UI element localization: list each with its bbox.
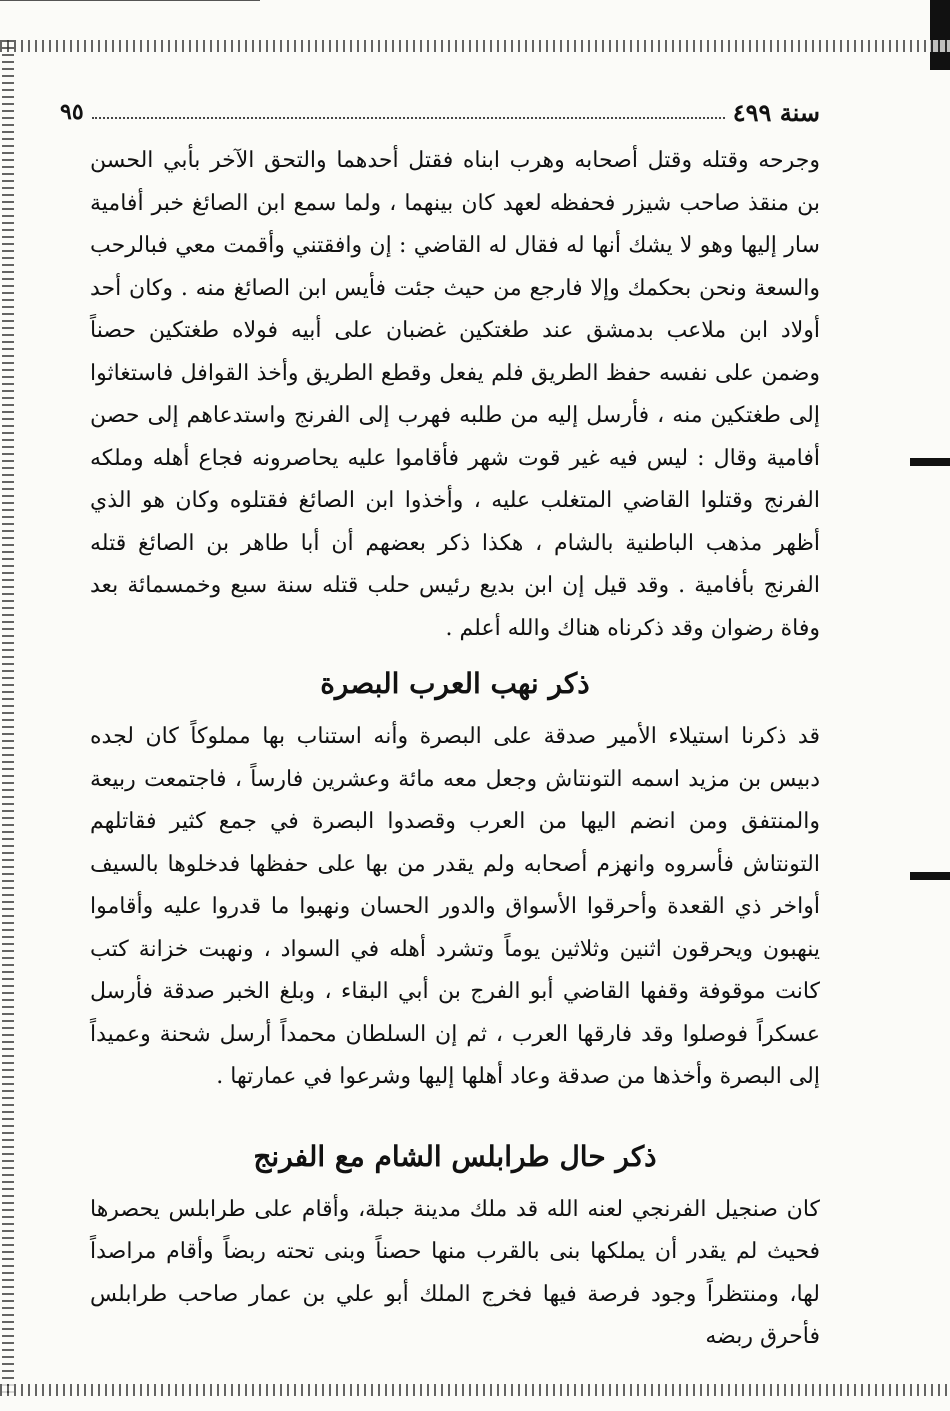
- page-edge-mark: [930, 0, 950, 70]
- page-header: [60, 96, 820, 128]
- leader-dots: [92, 103, 725, 119]
- running-head: سنة ٤٩٩: [732, 97, 820, 127]
- top-edge-line: [0, 0, 260, 1]
- decorative-border-left: [2, 40, 14, 1396]
- decorative-border-bottom: [0, 1384, 950, 1396]
- section-heading: ذكر نهب العرب البصرة: [320, 667, 590, 700]
- paragraph: قد ذكرنا استيلاء الأمير صدقة على البصرة وأنه استناب بها مملوكاً كان لجده دبيس بن مزيد اسمه التونتاش وجعل معه مائة وعشرين فارساً ، فاجتمعت ربيعة والمنتفق ومن انضم اليها من العرب وقصدوا البصرة في جمع كثير فقاتلهم التونتاش فأسروه وانهزم أصحابه ولم يقدر من بها على حفظها فدخلوها بالسيف أواخر ذي القعدة وأحرقوا الأسواق والدور الحسان ونهبوا ما قدروا عليه وأقاموا ينهبون ويحرقون اثنين وثلاثين يوماً وتشرد أهله في السواد ، ونهبت خزانة كتب كانت موقوفة وقفها القاضي أبو الفرج بن أبي البقاء ، وبلغ الخبر صدقة فأرسل عسكراً فوصلوا وقد فارقها العرب ، ثم إن السلطان محمداً أرسل شحنة وعميداً إلى البصرة وأخذها من صدقة وعاد أهلها إليها وشرعوا في عمارتها .: [90, 724, 821, 1089]
- section-heading: ذكر حال طرابلس الشام مع الفرنج: [253, 1139, 657, 1173]
- decorative-border-top: [0, 40, 950, 52]
- page-number: ٩٥: [60, 99, 84, 125]
- margin-tick-mark: [910, 458, 950, 466]
- paragraph: كان صنجيل الفرنجي لعنه الله قد ملك مدينة جبلة، وأقام على طرابلس يحصرها فحيث لم يقدر أن يملكها بنى بالقرب منها حصناً وبنى تحته ربضاً وأقام مراصداً لها، ومنتظراً وجود فرصة فيها فخرج الملك أبو علي بن عمار صاحب طرابلس فأحرق ربضه: [90, 1196, 820, 1349]
- page-body: [90, 140, 820, 1359]
- paragraph: وجرحه وقتله وقتل أصحابه وهرب ابناه فقتل أحدهما والتحق الآخر بأبي الحسن بن منقذ صاحب شيزر فحفظه لعهد كان بينهما ، ولما سمع ابن الصائغ خبر أفامية سار إليها وهو لا يشك أنها له فقال له القاضي : إن وافقتني وأقمت معي فبالرحب والسعة ونحن بحكمك وإلا فارجع من حيث جئت فأيس ابن الصائغ منه . وكان أحد أولاد ابن ملاعب بدمشق عند طغتكين غضبان على أبيه فولاه طغتكين حصناً وضمن على نفسه حفظ الطريق فلم يفعل وقطع الطريق وأخذ القوافل فاستغاثوا إلى طغتكين منه ، فأرسل إليه من طلبه فهرب إلى الفرنج واستدعاهم إلى حصن أفامية وقال : ليس فيه غير قوت شهر فأقاموا عليه يحاصرونه فجاع أهله وملكه الفرنج وقتلوا القاضي المتغلب عليه ، وأخذوا ابن الصائغ فقتلوه وكان هو الذي أظهر مذهب الباطنية بالشام ، هكذا ذكر بعضهم أن أبا طاهر بن الصائغ قتله الفرنج بأفامية . وقد قيل إن ابن بديع رئيس حلب قتله سنة سبع وخمسمائة بعد وفاة رضوان وقد ذكرناه هناك والله أعلم .: [90, 148, 820, 641]
- margin-tick-mark: [910, 872, 950, 880]
